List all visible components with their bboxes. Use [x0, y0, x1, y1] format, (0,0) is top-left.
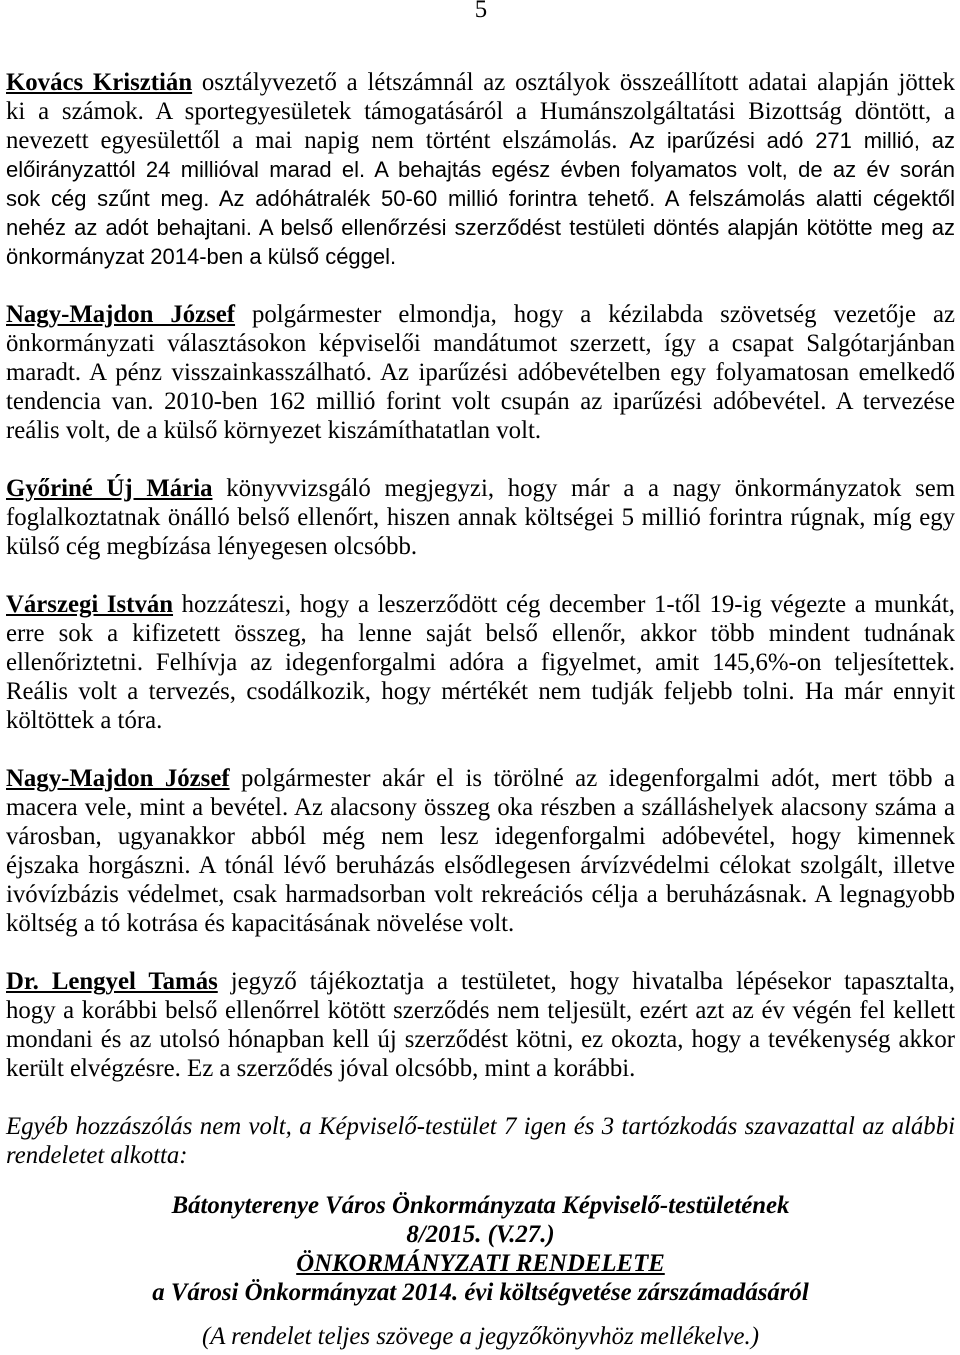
text-line: előirányzattól 24 millióval marad el. A behajtás egész évben folyamatos volt, de az év során: [6, 157, 955, 182]
text-line: éjszaka horgászni. A tónál lévő beruházás elsődlegesen árvízvédelmi célokat szolgált, illetve: [6, 852, 955, 879]
line-text: polgármester akár el is törölné az idegenforgalmi adót, mert több a: [229, 765, 955, 792]
text-line: költöttek a tóra.: [6, 707, 163, 734]
line-text: polgármester elmondja, hogy a kézilabda szövetség vezetője az: [235, 301, 955, 328]
text-line: nehéz az adót behajtani. A belső ellenőrzési szerződést testületi döntés alapján kötötte meg az: [6, 215, 955, 240]
speaker-name: Dr. Lengyel Tamás: [6, 968, 218, 995]
line-text: nevezett egyesülettől a mai napig nem történt elszámolás.: [6, 127, 630, 154]
text-line: külső cég megbízása lényegesen olcsóbb.: [6, 533, 418, 560]
text-line: foglalkoztatnak önálló belső ellenőrt, hiszen annak költségei 5 millió forintra rúgnak, míg egy: [6, 504, 955, 531]
ordinance-type-text: ÖNKORMÁNYZATI RENDELETE: [296, 1250, 665, 1277]
line-text: osztályvezető a létszámnál az osztályok összeállított adatai alapján jöttek: [192, 69, 955, 96]
text-line: önkormányzat 2014-ben a külső céggel.: [6, 244, 397, 269]
text-line: hogy a korábbi belső ellenőrrel kötött szerződés nem teljesült, ezért azt az év végén fel kellett: [6, 997, 955, 1024]
paragraph: [6, 474, 955, 561]
text-line: Egyéb hozzászólás nem volt, a Képviselő-testület 7 igen és 3 tartózkodás szavazattal az alábbi: [6, 1113, 955, 1140]
text-line: [6, 590, 955, 619]
text-line: [6, 300, 955, 329]
text-line: [6, 764, 955, 793]
text-line: [6, 126, 955, 155]
text-line: ellenőriztetni. Felhívja az idegenforgalmi adóra a figyelmet, amit 145,6%-on teljesítettek.: [6, 649, 955, 676]
text-line: reális volt, de a külső környezet kiszámíthatatlan volt.: [6, 417, 542, 444]
ordinance-issuer: Bátonyterenye Város Önkormányzata Képviselő-testületének: [171, 1192, 790, 1219]
text-line: mondani és az utolsó hónapban kell új szerződést kötni, ez okozta, hogy a tevékenység akkor: [6, 1026, 955, 1053]
text-line: macera vele, mint a bevétel. Az alacsony összeg oka részben a szálláshelyek alacsony száma a: [6, 794, 955, 821]
text-line: erre sok a kifizetett összeg, ha lenne saját belső ellenőr, akkor több mindent tudnának: [6, 620, 955, 647]
ordinance-type: [6, 1249, 955, 1278]
ordinance-number: 8/2015. (V.27.): [406, 1221, 555, 1248]
text-line: városban, ugyanakkor abból még nem lesz idegenforgalmi adóbevétel, hogy kimennek: [6, 823, 955, 850]
text-line: [6, 474, 955, 503]
speaker-name: Várszegi István: [6, 591, 174, 618]
closing-note: [6, 1112, 955, 1170]
paragraph: [6, 68, 955, 271]
text-line: Reális volt a tervezés, csodálkozik, hogy mértékét nem tudják feljebb tolni. Ha már ennyit: [6, 678, 955, 705]
text-line: [6, 68, 955, 97]
paragraph: [6, 300, 955, 445]
text-line: rendeletet alkotta:: [6, 1142, 188, 1169]
paragraph: [6, 590, 955, 735]
text-line: ki a számok. A sportegyesületek támogatásáról a Humánszolgáltatási Bizottság döntött, a: [6, 98, 955, 125]
speaker-name: Nagy-Majdon József: [6, 301, 236, 328]
text-line: költség a tó kotrása és kapacitásának növelése volt.: [6, 910, 515, 937]
attachment-note: (A rendelet teljes szövege a jegyzőkönyvhöz mellékelve.): [202, 1323, 759, 1350]
text-line: került elvégzésre. Ez a szerződés jóval olcsóbb, mint a korábbi.: [6, 1055, 636, 1082]
speaker-name: Kovács Krisztián: [6, 69, 193, 96]
page-number: 5: [474, 0, 488, 23]
text-line: önkormányzati választásokon képviselői mandátumot szerzett, így a csapat Salgótarjánban: [6, 330, 955, 357]
text-line: [6, 967, 955, 996]
ordinance-title-block: [6, 1191, 955, 1307]
text-line: ivóvízbázis védelmet, csak harmadsorban volt rekreációs célja a beruházásnak. A legnagyobb: [6, 881, 955, 908]
paragraph: [6, 764, 955, 938]
ordinance-subject: a Városi Önkormányzat 2014. évi költségvetése zárszámadásáról: [152, 1279, 809, 1306]
line-text: könyvvizsgáló megjegyzi, hogy már a a nagy önkormányzatok sem: [212, 475, 956, 502]
line-text: hozzáteszi, hogy a leszerződött cég december 1-től 19-ig végezte a munkát,: [173, 591, 955, 618]
document-body: [6, 68, 955, 1351]
line-text: Az iparűzési adó 271 millió, az: [629, 128, 955, 153]
text-line: maradt. A pénz visszainkasszálható. Az iparűzési adóbevételben egy folyamatosan emelkedő: [6, 359, 955, 386]
text-line: sok cég szűnt meg. Az adóhátralék 50-60 millió forintra tehető. A felszámolás alatti cégektől: [6, 186, 955, 211]
text-line: tendencia van. 2010-ben 162 millió forint volt csupán az iparűzési adóbevétel. A tervezése: [6, 388, 955, 415]
line-text: jegyző tájékoztatja a testületet, hogy hivatalba lépésekor tapasztalta,: [217, 968, 955, 995]
speaker-name: Nagy-Majdon József: [6, 765, 230, 792]
speaker-name: Győriné Új Mária: [6, 475, 213, 502]
paragraph: [6, 967, 955, 1083]
